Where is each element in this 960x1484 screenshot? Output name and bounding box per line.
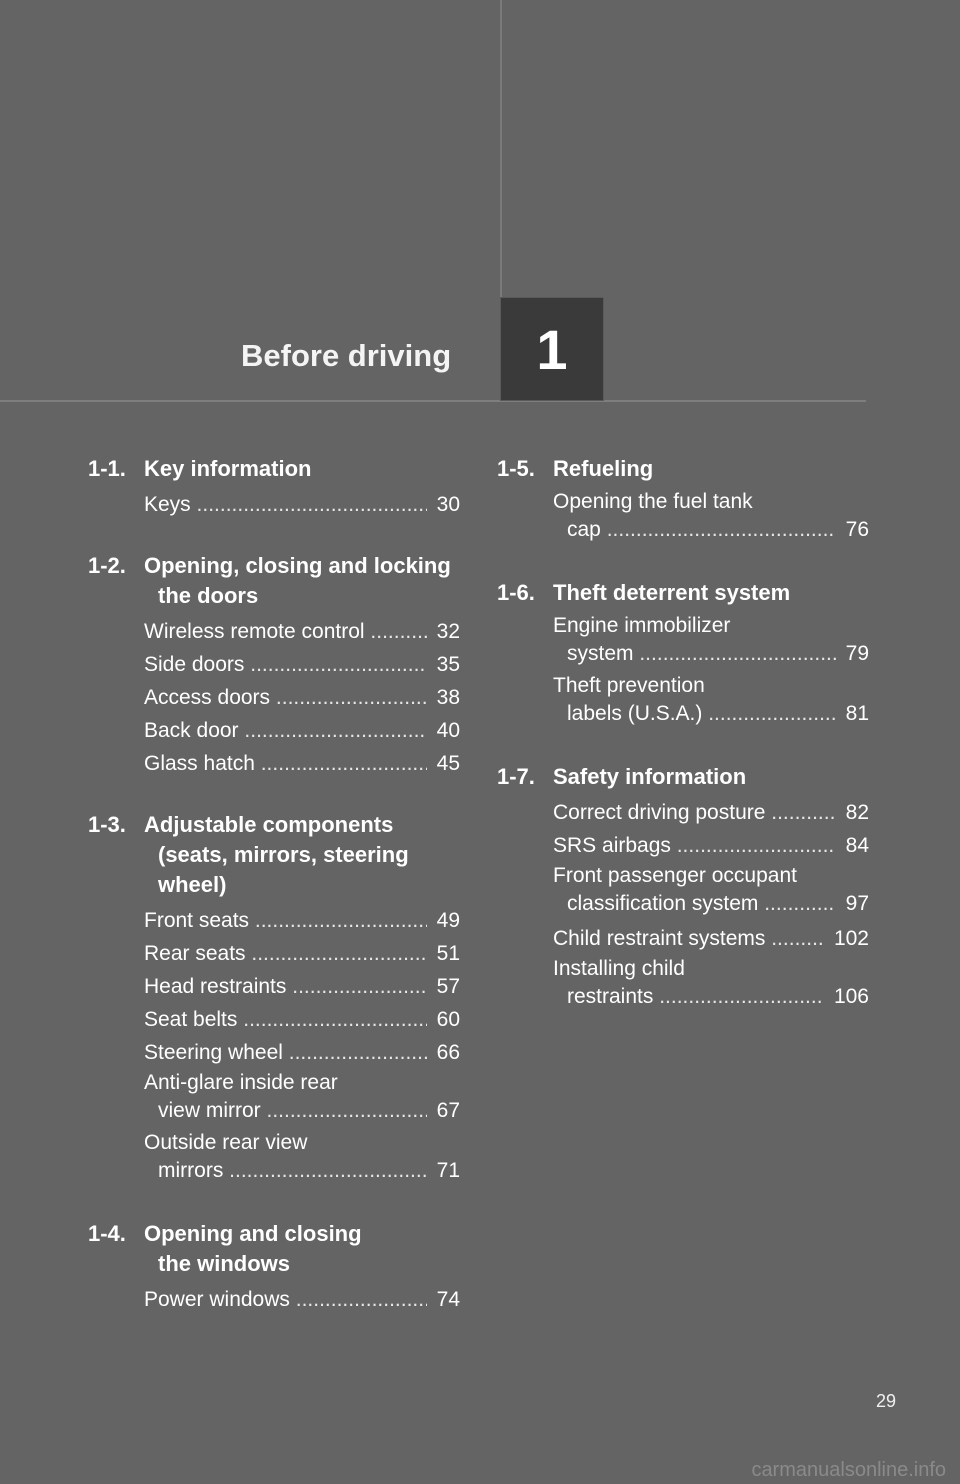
- toc-entry-label: Installing child: [553, 957, 685, 980]
- toc-section: [497, 762, 869, 1015]
- section-heading: [497, 578, 869, 608]
- toc-entry-page: 84: [845, 834, 869, 857]
- toc-entry[interactable]: [553, 922, 869, 955]
- toc-entry-label: Side doors .....: [144, 648, 427, 681]
- toc-entry[interactable]: [144, 1036, 460, 1069]
- toc-entry-page: 71: [436, 1159, 460, 1182]
- toc-entry-page: 106: [833, 985, 869, 1008]
- toc-entry[interactable]: [553, 829, 869, 862]
- toc-entry-label-continued: system .....: [567, 640, 836, 668]
- toc-left-column: [88, 454, 460, 1346]
- toc-entry[interactable]: [144, 970, 460, 1003]
- section-title: Theft deterrent system: [553, 580, 791, 605]
- section-heading: [497, 454, 869, 484]
- toc-entry[interactable]: [553, 488, 869, 548]
- toc-entry-label: Anti-glare inside rear: [144, 1071, 338, 1094]
- toc-section: [88, 454, 460, 521]
- section-number: 1-4.: [88, 1221, 126, 1246]
- toc-entry-label: Front passenger occupant: [553, 864, 797, 887]
- toc-entry-label: Seat belts .....: [144, 1003, 427, 1036]
- toc-entry[interactable]: [553, 955, 869, 1015]
- toc-entry[interactable]: [144, 1129, 460, 1189]
- toc-entry-page: 81: [845, 702, 869, 725]
- section-number: 1-2.: [88, 553, 126, 578]
- toc-entry[interactable]: [553, 612, 869, 672]
- toc-entry-page: 51: [436, 942, 460, 965]
- toc-items: [497, 488, 869, 548]
- toc-entry[interactable]: [553, 796, 869, 829]
- section-title-continued: the doors: [158, 583, 259, 608]
- toc-entry-label: Glass hatch .....: [144, 747, 427, 780]
- page-number: 29: [876, 1391, 897, 1411]
- toc-entry-page: 74: [436, 1288, 460, 1311]
- toc-entry-label: Correct driving posture .....: [553, 796, 836, 829]
- toc-entry-label-continued: view mirror .....: [158, 1097, 427, 1125]
- section-heading: [88, 454, 460, 484]
- section-title-continued: wheel): [158, 872, 227, 897]
- toc-entry-label-continued: labels (U.S.A.) .....: [567, 700, 836, 728]
- toc-entry[interactable]: [144, 681, 460, 714]
- section-title: Opening and closing: [144, 1221, 362, 1246]
- toc-items: [497, 612, 869, 732]
- toc-entry-line2: [553, 640, 869, 668]
- toc-entry-label-continued: restraints .....: [567, 983, 824, 1011]
- toc-right-column: [497, 454, 869, 1045]
- chapter-number-box: 1: [500, 297, 604, 401]
- toc-entry-label: Power windows .....: [144, 1283, 427, 1316]
- section-heading: [88, 810, 460, 840]
- toc-entry-page: 67: [436, 1099, 460, 1122]
- toc-entry-label: Opening the fuel tank: [553, 490, 753, 513]
- toc-entry-page: 97: [845, 892, 869, 915]
- section-title-continued: (seats, mirrors, steering: [158, 842, 409, 867]
- toc-entry-page: 40: [436, 719, 460, 742]
- toc-entry-page: 32: [436, 620, 460, 643]
- toc-section: [88, 551, 460, 780]
- toc-entry-page: 49: [436, 909, 460, 932]
- toc-entry-page: 35: [436, 653, 460, 676]
- section-title-continued: the windows: [158, 1251, 290, 1276]
- toc-entry-page: 66: [436, 1041, 460, 1064]
- toc-entry[interactable]: [144, 937, 460, 970]
- section-number: 1-6.: [497, 580, 535, 605]
- toc-items: [497, 796, 869, 1015]
- toc-section: [88, 1219, 460, 1316]
- toc-entry-label: Access doors .....: [144, 681, 427, 714]
- toc-entry-page: 79: [845, 642, 869, 665]
- toc-entry[interactable]: [144, 904, 460, 937]
- toc-entry-label-continued: classification system .....: [567, 890, 836, 918]
- toc-section: [497, 578, 869, 732]
- chapter-title: Before driving: [241, 338, 452, 373]
- toc-entry[interactable]: [144, 488, 460, 521]
- toc-entry-label: Theft prevention: [553, 674, 705, 697]
- toc-entry-page: 30: [436, 493, 460, 516]
- toc-entry-label: Steering wheel .....: [144, 1036, 427, 1069]
- section-title: Opening, closing and locking: [144, 553, 451, 578]
- toc-entry-label: SRS airbags .....: [553, 829, 836, 862]
- section-title: Safety information: [553, 764, 747, 789]
- toc-section: [497, 454, 869, 548]
- toc-entry-page: 76: [845, 518, 869, 541]
- toc-items: [88, 1283, 460, 1316]
- toc-items: [88, 904, 460, 1189]
- toc-entry-label: Child restraint systems .....: [553, 922, 824, 955]
- toc-entry-label: Wireless remote control .....: [144, 615, 427, 648]
- section-heading: [497, 762, 869, 792]
- section-heading: [88, 551, 460, 581]
- section-title: Key information: [144, 456, 312, 481]
- horizontal-divider: [0, 400, 866, 402]
- toc-entry-label: Rear seats .....: [144, 937, 427, 970]
- toc-entry[interactable]: [144, 747, 460, 780]
- toc-entry-label-continued: mirrors .....: [158, 1157, 427, 1185]
- toc-entry-label: Engine immobilizer: [553, 614, 731, 637]
- toc-section: [88, 810, 460, 1189]
- toc-entry[interactable]: [553, 672, 869, 732]
- toc-entry-page: 102: [833, 927, 869, 950]
- toc-entry-label-continued: cap .....: [567, 516, 836, 544]
- toc-entry-line2: [144, 1097, 460, 1125]
- toc-entry-line2: [553, 890, 869, 918]
- toc-items: [88, 615, 460, 780]
- toc-entry-page: 60: [436, 1008, 460, 1031]
- section-number: 1-3.: [88, 812, 126, 837]
- toc-entry-line2: [553, 983, 869, 1011]
- toc-entry[interactable]: [144, 1283, 460, 1316]
- toc-entry-line2: [553, 700, 869, 728]
- toc-entry-label: Front seats .....: [144, 904, 427, 937]
- section-title: Refueling: [553, 456, 654, 481]
- toc-entry-page: 38: [436, 686, 460, 709]
- watermark: carmanualsonline.info: [751, 1459, 946, 1481]
- toc-entry-line2: [144, 1157, 460, 1185]
- toc-entry-label: Head restraints .....: [144, 970, 427, 1003]
- toc-entry[interactable]: [144, 1003, 460, 1036]
- section-number: 1-5.: [497, 456, 535, 481]
- section-number: 1-7.: [497, 764, 535, 789]
- toc-entry-label: Keys .....: [144, 488, 427, 521]
- toc-entry[interactable]: [144, 648, 460, 681]
- toc-items: [88, 488, 460, 521]
- section-heading: [88, 1219, 460, 1249]
- toc-entry-line2: [553, 516, 869, 544]
- toc-entry[interactable]: [144, 714, 460, 747]
- section-number: 1-1.: [88, 456, 126, 481]
- toc-entry[interactable]: [144, 615, 460, 648]
- section-title: Adjustable components: [144, 812, 394, 837]
- toc-entry-label: Outside rear view: [144, 1131, 308, 1154]
- toc-entry-page: 45: [436, 752, 460, 775]
- toc-entry-page: 57: [436, 975, 460, 998]
- toc-entry[interactable]: [553, 862, 869, 922]
- toc-entry-label: Back door .....: [144, 714, 427, 747]
- toc-entry[interactable]: [144, 1069, 460, 1129]
- toc-entry-page: 82: [845, 801, 869, 824]
